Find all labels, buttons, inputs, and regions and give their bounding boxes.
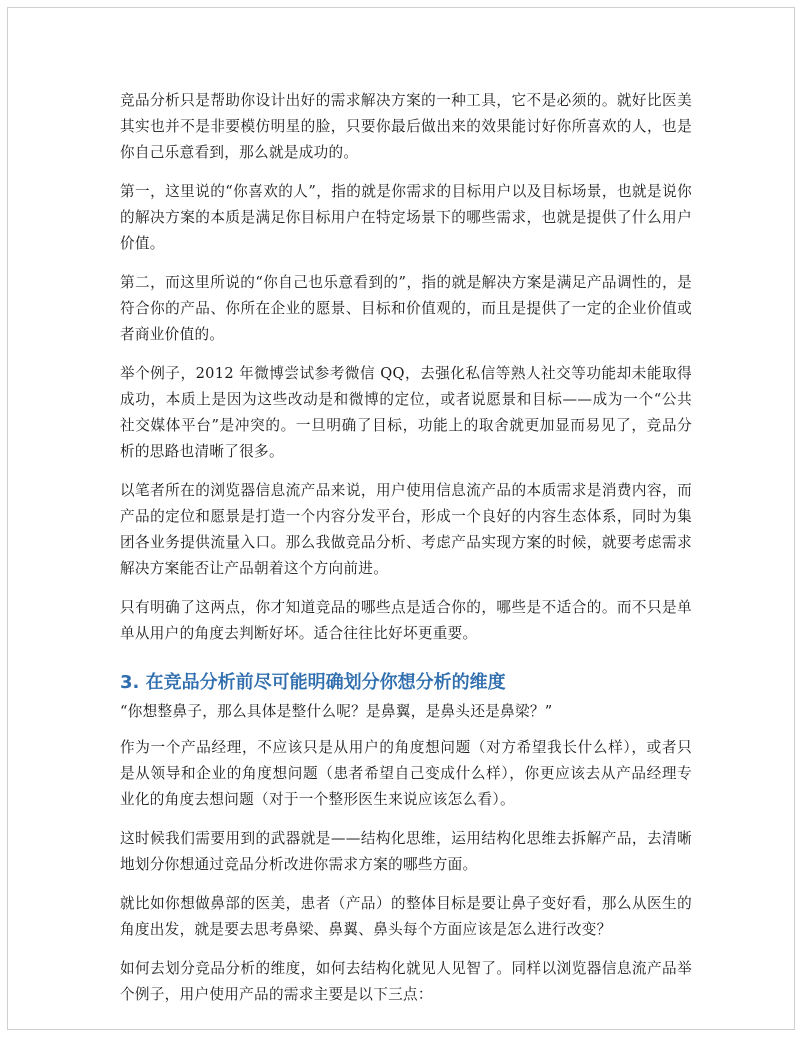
quote: “你想整鼻子，那么具体是整什么呢？是鼻翼，是鼻头还是鼻梁？”	[120, 703, 553, 720]
paragraph: 如何去划分竞品分析的维度，如何去结构化就见人见智了。同样以浏览器信息流产品举个例子，用户使用产品的需求主要是以下三点：	[120, 960, 692, 1003]
paragraph: 举个例子，2012 年微博尝试参考微信 QQ，去强化私信等熟人社交等功能却未能取得成功，本质上是因为这些改动是和微博的定位，或者说愿景和目标——成为一个“公共社交媒体平台”是冲突的。一旦明确了目标，功能上的取舍就更加显而易见了，竞品分析的思路也清晰了很多。	[120, 365, 692, 460]
paragraph: 只有明确了这两点，你才知道竞品的哪些点是适合你的，哪些是不适合的。而不只是单单从用户的角度去判断好坏。适合往往比好坏更重要。	[120, 599, 692, 642]
paragraph: 就比如你想做鼻部的医美，患者（产品）的整体目标是要让鼻子变好看，那么从医生的角度出发，就是要去思考鼻梁、鼻翼、鼻头每个方面应该是怎么进行改变？	[120, 895, 692, 938]
paragraph: 这时候我们需要用到的武器就是——结构化思维，运用结构化思维去拆解产品，去清晰地划分你想通过竞品分析改进你需求方案的哪些方面。	[120, 830, 692, 873]
paragraph: 竞品分析只是帮助你设计出好的需求解决方案的一种工具，它不是必须的。就好比医美其实也并不是非要模仿明星的脸，只要你最后做出来的效果能讨好你所喜欢的人，也是你自己乐意看到，那么就是成功的。	[120, 92, 692, 161]
paragraph: 作为一个产品经理，不应该只是从用户的角度想问题（对方希望我长什么样），或者只是从领导和企业的角度想问题（患者希望自己变成什么样），你更应该去从产品经理专业化的角度去想问题（对于一个整形医生来说应该怎么看）。	[120, 739, 692, 808]
paragraph: 以笔者所在的浏览器信息流产品来说，用户使用信息流产品的本质需求是消费内容，而产品的定位和愿景是打造一个内容分发平台，形成一个良好的内容生态体系，同时为集团各业务提供流量入口。那么我做竞品分析、考虑产品实现方案的时候，就要考虑需求解决方案能否让产品朝着这个方向前进。	[120, 482, 692, 577]
paragraph: 第二，而这里所说的“你自己也乐意看到的”，指的就是解决方案是满足产品调性的，是符合你的产品、你所在企业的愿景、目标和价值观的，而且是提供了一定的企业价值或者商业价值的。	[120, 274, 692, 343]
document-body	[120, 88, 692, 1021]
paragraph: 第一，这里说的“你喜欢的人”，指的就是你需求的目标用户以及目标场景，也就是说你的解决方案的本质是满足你目标用户在特定场景下的哪些需求，也就是提供了什么用户价值。	[120, 183, 692, 252]
section-heading: 3. 在竞品分析前尽可能明确划分你想分析的维度	[120, 672, 506, 693]
